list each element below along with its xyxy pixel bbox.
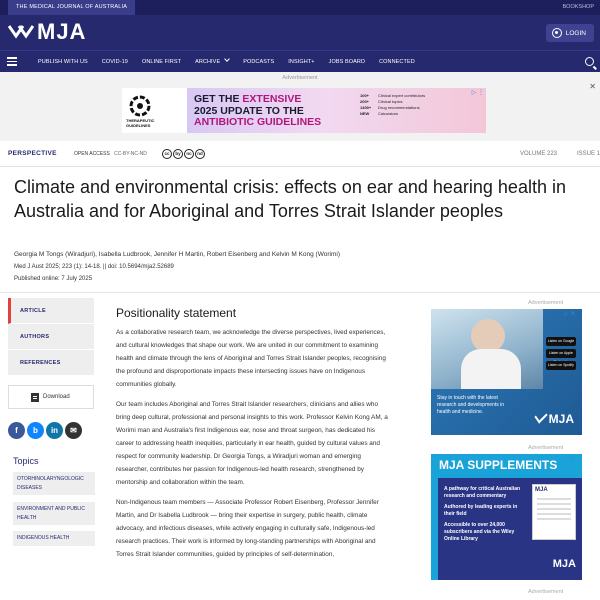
download-label: Download	[43, 394, 70, 400]
mja-podcast-ad[interactable]	[431, 309, 582, 435]
paragraph: As a collaborative research team, we acknowledge the diverse perspectives, lived experiences, and cultural knowledges that shape our work. We are united in our commitment to examining health and climate through the lens of Aboriginal and Torres Strait Islander peoples, recognising the profound and disproportionate impacts these intersecting issues have on Indigenous communities globally.	[116, 329, 386, 388]
paragraph: Non-Indigenous team members — Associate Professor Robert Eisenberg, Professor Jennifer Martin, and Dr Isabella Ludbrook — bring their expertise in surgery, public health, climate advocacy, and infectious diseases, while actively engaging in culturally safe, Indigenous-led research practices. Their work is informed by long-standing partnerships with Aboriginal and Torres Strait Islander communities, guided by principles of self-determination,	[116, 499, 379, 558]
ad-label: Advertisement	[528, 300, 564, 306]
site-header	[0, 15, 600, 50]
mja-ad-logo: MJA	[535, 412, 574, 426]
ad-choices-icon[interactable]: ▷ ✕	[564, 311, 576, 317]
logo-text: MJA	[37, 19, 87, 44]
article-citation: Med J Aust 2025; 223 (1): 14-18. || doi: 10.5694/mja2.52689	[14, 264, 174, 270]
article-authors: Georgia M Tongs (Wiradjuri), Isabella Ludbrook, Jennifer H Martin, Robert Eisenberg and Kelvin M Kong (Worimi)	[14, 251, 340, 258]
topic-otorhinolaryngologic-diseases[interactable]: OTORHINOLARYNGOLOGIC DISEASES	[13, 472, 95, 495]
article-type[interactable]: PERSPECTIVE	[8, 150, 57, 157]
article-meta-bar	[0, 141, 600, 167]
creative-commons-icons[interactable]	[162, 149, 205, 159]
spotify-badge: Listen on Spotify	[546, 361, 576, 370]
ad-choices-icon[interactable]: ▷ ⋮	[471, 90, 484, 96]
journal-brand-link[interactable]: THE MEDICAL JOURNAL OF AUSTRALIA	[8, 0, 135, 15]
download-button[interactable]	[8, 385, 94, 409]
cc-nd-icon: nd	[195, 149, 205, 159]
bookshop-link[interactable]: BOOKSHOP	[562, 4, 594, 10]
open-access-label: OPEN ACCESS	[74, 151, 110, 157]
section-heading: Positionality statement	[116, 306, 237, 320]
nav-jobs-board[interactable]: JOBS BOARD	[328, 58, 366, 65]
tab-references[interactable]: REFERENCES	[8, 350, 94, 376]
ad-label: Advertisement	[528, 589, 564, 595]
banner-stats: 100+ Clinical expert contributors 200+ Clinical topics 1400+ Drug recommendations NEW Calculators	[360, 93, 426, 116]
nav-covid-19[interactable]: COVID-19	[101, 58, 128, 65]
topic-indigenous-health[interactable]: INDIGENOUS HEALTH	[13, 531, 95, 546]
ad-body	[438, 478, 582, 580]
ad-copy: A pathway for critical Australian research and commentary Authored by leading experts in their field Accessible to over 24,000 subscribers and via the Wiley Online Library	[444, 486, 521, 542]
nav-archive[interactable]: ARCHIVE	[195, 59, 229, 65]
facebook-share-icon[interactable]: f	[8, 422, 25, 439]
therapeutic-guidelines-logo-icon	[128, 94, 152, 118]
nav-podcasts[interactable]: PODCASTS	[243, 58, 275, 65]
nav-publish-with-us[interactable]: PUBLISH WITH US	[38, 58, 88, 65]
login-label: LOGIN	[565, 29, 586, 37]
banner-headline: GET THE EXTENSIVE 2025 UPDATE TO THE ANTIBIOTIC GUIDELINES	[194, 93, 322, 128]
top-strip	[0, 0, 600, 15]
license-label: CC-BY-NC-ND	[114, 151, 147, 157]
share-buttons	[8, 422, 82, 439]
article-body	[116, 306, 390, 568]
mja-chevron-icon	[8, 24, 34, 40]
article-title: Climate and environmental crisis: effects on ear and hearing health in Australia and for Aboriginal and Torres Strait Islander peoples	[14, 177, 566, 221]
close-icon[interactable]: ✕	[589, 82, 596, 91]
tab-article[interactable]: ARTICLE	[8, 298, 94, 324]
ad-text: Stay in touch with the latest research and developments in health and medicine.	[437, 395, 504, 415]
article-sidebar-tabs	[8, 298, 94, 376]
paragraph: Our team includes Aboriginal and Torres Strait Islander researchers, clinicians and allies who bring deep cultural, professional and personal insights to this work. Professor Kelvin Kong AM, a Worimi man and Australia's first Indigenous ear, nose and throat surgeon, has dedicated his career to addressing health inequities, particularly in ear health, guided by cultural values and respect for community leadership. Dr Georgia Tongs, a Wiradjuri woman and emerging researcher, contributes her passion for Indigenous-led health research, strengthened by mentorship and collaboration within the team.	[116, 401, 388, 486]
apple-podcasts-badge: Listen on Apple	[546, 349, 576, 358]
user-icon	[552, 28, 562, 38]
nav-insight[interactable]: INSIGHT+	[288, 58, 315, 65]
ad-label: Advertisement	[528, 445, 564, 451]
ad-label: Advertisement	[282, 75, 318, 81]
volume-link[interactable]: VOLUME 223	[520, 151, 558, 157]
google-podcasts-badge: Listen on Google	[546, 337, 576, 346]
search-icon[interactable]	[585, 57, 594, 66]
antibiotic-guidelines-banner[interactable]	[122, 88, 486, 133]
top-ad-band	[0, 72, 600, 141]
cc-icon: cc	[162, 149, 172, 159]
topics-heading: Topics	[13, 456, 39, 466]
supplement-cover-image: MJA	[532, 484, 576, 540]
hamburger-menu-icon[interactable]	[0, 51, 24, 73]
scientist-photo	[431, 309, 543, 389]
divider	[0, 292, 600, 293]
email-share-icon[interactable]: ✉	[65, 422, 82, 439]
cc-by-icon: by	[173, 149, 183, 159]
ad-choices-icon[interactable]: ▷ ✕	[564, 456, 576, 462]
podcast-platforms	[546, 337, 576, 370]
topic-environment-public-health[interactable]: ENVIRONMENT AND PUBLIC HEALTH	[13, 502, 95, 525]
cc-nc-icon: nc	[184, 149, 194, 159]
mja-ad-logo: MJA	[552, 558, 576, 570]
main-nav	[0, 50, 600, 72]
nav-connected[interactable]: CONNECTED	[379, 58, 415, 65]
pdf-icon	[31, 393, 39, 402]
ad-title: MJA SUPPLEMENTS	[439, 458, 558, 472]
published-date: Published online: 7 July 2025	[14, 276, 93, 282]
bluesky-share-icon[interactable]: b	[27, 422, 44, 439]
mja-supplements-ad[interactable]	[431, 454, 582, 580]
nav-online-first[interactable]: ONLINE FIRST	[141, 58, 182, 65]
login-button[interactable]	[546, 24, 594, 42]
issue-link[interactable]: ISSUE 1	[577, 151, 600, 157]
therapeutic-guidelines-name: THERAPEUTIC GUIDELINES	[126, 118, 155, 128]
mja-logo[interactable]	[8, 21, 86, 43]
linkedin-share-icon[interactable]: in	[46, 422, 63, 439]
tab-authors[interactable]: AUTHORS	[8, 324, 94, 350]
